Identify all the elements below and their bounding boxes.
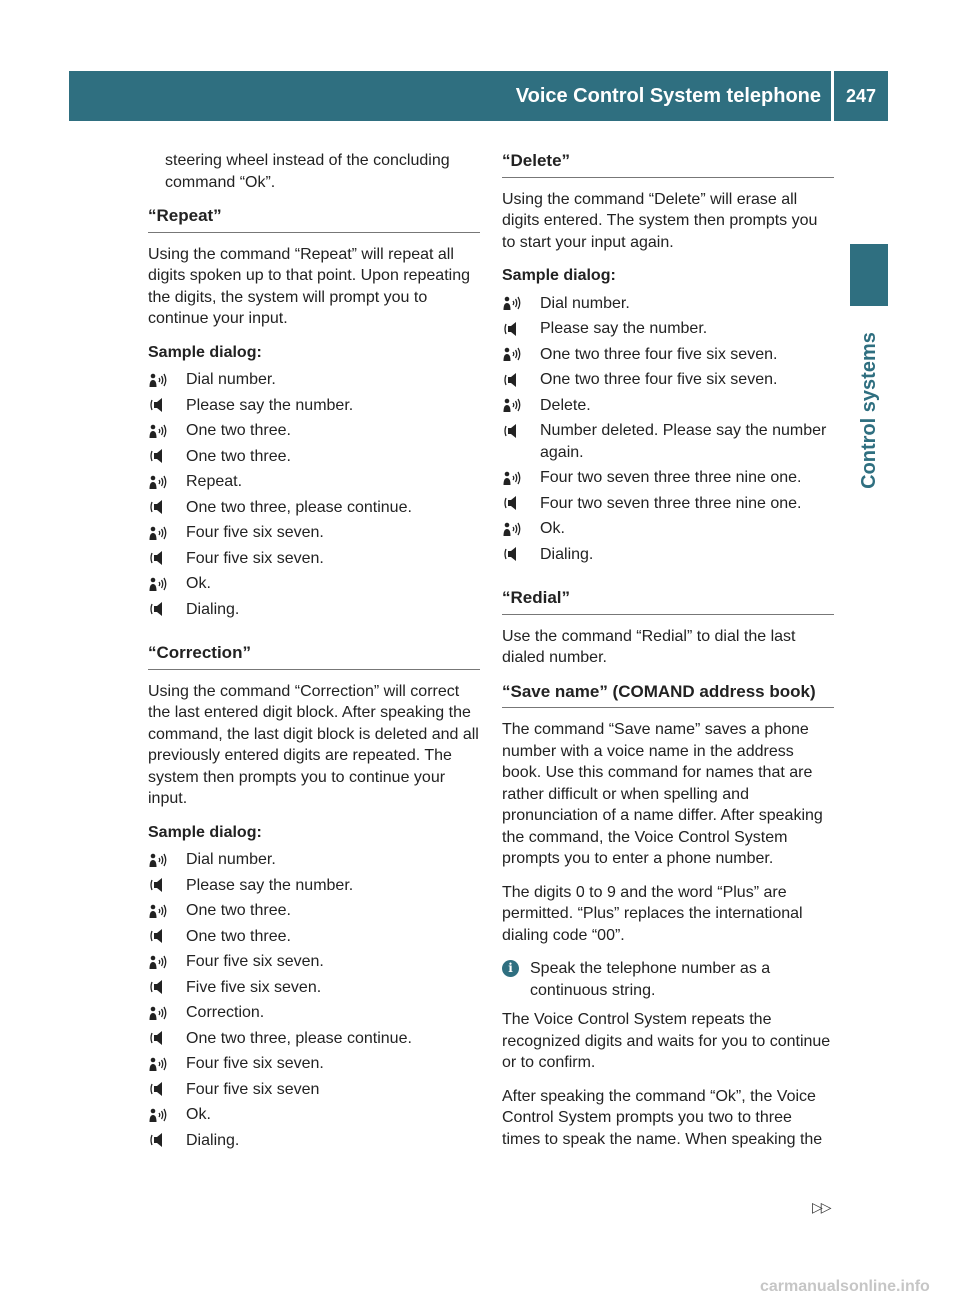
system-speaker-icon: [148, 1079, 186, 1101]
user-speech-icon: [148, 420, 186, 442]
repeat-body: Using the command “Repeat” will repeat all digits spoken up to that point. Upon repeating the digits, the system will prompt you to continue your input.: [148, 245, 470, 327]
header-bar: [69, 71, 888, 121]
dialog-line: [502, 467, 834, 489]
dialog-line: [148, 369, 480, 391]
delete-sample-label: Sample dialog:: [502, 267, 616, 284]
redial-body: Use the command “Redial” to dial the last dialed number.: [502, 627, 796, 666]
delete-dialog: [502, 293, 834, 566]
save-name-body-4: After speaking the command “Ok”, the Voice Control System prompts you two to three times to speak the name. When speaking the: [502, 1087, 823, 1148]
dialog-line: [502, 318, 834, 340]
dialog-text: Correction.: [186, 1004, 265, 1021]
save-name-body-2: The digits 0 to 9 and the word “Plus” are permitted. “Plus” replaces the international dialing code “00”.: [502, 883, 803, 944]
user-speech-icon: [148, 951, 186, 973]
repeat-heading: “Repeat”: [148, 205, 480, 233]
dialog-text: Four five six seven.: [186, 549, 324, 567]
dialog-line: [148, 1079, 480, 1101]
dialog-line: [148, 1104, 480, 1126]
user-speech-icon: [148, 573, 186, 595]
repeat-dialog: [148, 369, 480, 620]
dialog-text: Dial number.: [186, 851, 276, 868]
dialog-line: [148, 951, 480, 973]
system-speaker-icon: [148, 1028, 186, 1050]
correction-heading: “Correction”: [148, 642, 480, 670]
user-speech-icon: [148, 1053, 186, 1075]
dialog-text: Please say the number.: [186, 876, 354, 894]
dialog-text: Ok.: [186, 1106, 211, 1123]
dialog-text: Ok.: [540, 520, 565, 537]
user-speech-icon: [502, 344, 540, 366]
dialog-text: Dial number.: [540, 294, 630, 312]
system-speaker-icon: [502, 493, 540, 515]
dialog-text: Number deleted. Please say the number again.: [540, 422, 827, 461]
system-speaker-icon: [148, 446, 186, 468]
save-name-heading: “Save name” (COMAND address book): [502, 681, 834, 709]
dialog-line: [148, 395, 480, 417]
system-speaker-icon: [148, 875, 186, 897]
dialog-line: [148, 548, 480, 570]
side-tab-marker: [850, 244, 888, 306]
dialog-text: Four five six seven.: [186, 1055, 324, 1072]
dialog-line: [148, 875, 480, 897]
dialog-line: [502, 420, 834, 463]
right-column: [502, 150, 834, 1162]
side-tab-label: Control systems: [857, 331, 880, 489]
dialog-line: [502, 369, 834, 391]
dialog-line: [148, 977, 480, 999]
system-speaker-icon: [502, 369, 540, 391]
dialog-line: [148, 849, 480, 871]
dialog-text: Dialing.: [186, 600, 240, 618]
system-speaker-icon: [148, 1130, 186, 1152]
dialog-line: [502, 493, 834, 515]
dialog-line: [502, 544, 834, 566]
dialog-line: [502, 344, 834, 366]
dialog-line: [148, 1002, 480, 1024]
redial-heading: “Redial”: [502, 587, 834, 615]
system-speaker-icon: [148, 977, 186, 999]
dialog-text: One two three.: [186, 927, 291, 945]
dialog-line: [148, 1028, 480, 1050]
dialog-line: [148, 446, 480, 468]
dialog-text: Four five six seven.: [186, 524, 324, 541]
correction-dialog: [148, 849, 480, 1151]
user-speech-icon: [502, 518, 540, 540]
system-speaker-icon: [148, 497, 186, 519]
info-note: [502, 958, 834, 1001]
dialog-text: Dial number.: [186, 371, 276, 388]
dialog-line: [148, 420, 480, 442]
correction-body: Using the command “Correction” will correct the last entered digit block. After speaking the command, the last digit block is deleted and all previously entered digits are repeated. The system then prompts you to continue your input.: [148, 682, 479, 807]
delete-heading: “Delete”: [502, 150, 834, 178]
dialog-text: One two three.: [186, 422, 291, 439]
system-speaker-icon: [148, 599, 186, 621]
dialog-text: Delete.: [540, 396, 591, 414]
user-speech-icon: [148, 1002, 186, 1024]
dialog-text: Repeat.: [186, 473, 243, 490]
system-speaker-icon: [502, 420, 540, 442]
system-speaker-icon: [148, 395, 186, 417]
info-icon: i: [502, 960, 519, 977]
dialog-line: [148, 900, 480, 922]
dialog-line: [148, 926, 480, 948]
dialog-text: One two three, please continue.: [186, 498, 412, 516]
system-speaker-icon: [502, 544, 540, 566]
dialog-line: [148, 573, 480, 595]
dialog-text: One two three.: [186, 902, 291, 919]
dialog-line: [148, 1053, 480, 1075]
intro-text: steering wheel instead of the concluding command “Ok”.: [165, 152, 450, 191]
system-speaker-icon: [502, 318, 540, 340]
dialog-line: [502, 293, 834, 315]
user-speech-icon: [148, 1104, 186, 1126]
dialog-text: Four two seven three three nine one.: [540, 469, 802, 486]
user-speech-icon: [502, 395, 540, 417]
correction-sample-label: Sample dialog:: [148, 823, 262, 841]
dialog-text: One two three.: [186, 447, 291, 465]
user-speech-icon: [148, 471, 186, 493]
dialog-line: [502, 395, 834, 417]
dialog-text: Five five six seven.: [186, 978, 322, 996]
user-speech-icon: [148, 522, 186, 544]
dialog-line: [148, 497, 480, 519]
delete-body: Using the command “Delete” will erase all digits entered. The system then prompts you to start your input again.: [502, 190, 818, 251]
continue-arrow-icon: ▷▷: [812, 1199, 830, 1215]
dialog-text: Four five six seven: [186, 1080, 320, 1098]
user-speech-icon: [148, 369, 186, 391]
user-speech-icon: [148, 849, 186, 871]
dialog-text: Ok.: [186, 575, 211, 592]
left-column: [148, 150, 480, 1155]
dialog-line: [502, 518, 834, 540]
watermark: carmanualsonline.info: [760, 1278, 930, 1295]
dialog-text: One two three, please continue.: [186, 1029, 412, 1047]
page-number: 247: [845, 85, 877, 106]
dialog-text: Four five six seven.: [186, 953, 324, 970]
dialog-text: Dialing.: [186, 1131, 240, 1149]
system-speaker-icon: [148, 926, 186, 948]
dialog-line: [148, 1130, 480, 1152]
dialog-line: [148, 522, 480, 544]
dialog-text: Dialing.: [540, 545, 594, 563]
save-name-body-1: The command “Save name” saves a phone number with a voice name in the address book. Use this command for names that are rather difficult or when spelling and pronunciation of a name differ. After speaking the command, the Voice Control System prompts you to enter a phone number.: [502, 721, 823, 867]
save-name-body-3: The Voice Control System repeats the recognized digits and waits for you to continue or to confirm.: [502, 1011, 831, 1071]
page-section-title: Voice Control System telephone: [515, 84, 821, 107]
dialog-text: Please say the number.: [540, 320, 708, 337]
dialog-line: [148, 471, 480, 493]
user-speech-icon: [502, 467, 540, 489]
info-text: Speak the telephone number as a continuous string.: [530, 960, 771, 999]
dialog-text: One two three four five six seven.: [540, 345, 778, 363]
dialog-text: Please say the number.: [186, 396, 354, 414]
dialog-line: [148, 599, 480, 621]
system-speaker-icon: [148, 548, 186, 570]
dialog-text: One two three four five six seven.: [540, 371, 778, 388]
user-speech-icon: [502, 293, 540, 315]
dialog-text: Four two seven three three nine one.: [540, 494, 802, 512]
user-speech-icon: [148, 900, 186, 922]
repeat-sample-label: Sample dialog:: [148, 343, 262, 361]
